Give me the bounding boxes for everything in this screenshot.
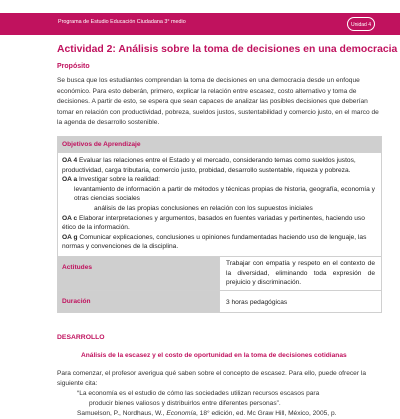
objective-text: Evaluar las relaciones entre el Estado y el mercado, considerando temas como sueldos justos, productividad, carga tributaria, comercio justo, probidad, desarrollo sustentable, riqueza y pobreza. xyxy=(62,156,356,174)
objectives-table xyxy=(57,136,382,313)
development-subheading: Análisis de la escasez y el costo de oportunidad en la toma de decisiones cotidianas xyxy=(81,351,347,359)
objective-text: Elaborar interpretaciones y argumentos, basados en fuentes variadas y pertinentes, haciendo uso ético de la información. xyxy=(62,214,365,232)
attitudes-label: Actitudes xyxy=(58,256,220,290)
quote-line: “La economía es el estudio de cómo las sociedades utilizan recursos escasos para xyxy=(77,389,320,397)
purpose-text: Se busca que los estudiantes comprendan la toma de decisiones en una democracia desde un enfoque económico. Para esto deberán, primero, explicar la relación entre escasez, costo alternativo y toma de decisiones. A partir de esto, se espera que sean capaces de analizar las posibles decisiones que deberían tomar en relación con productividad, pobreza, sueldos justos, sustentabilidad y comercio justo, en el marco de la agenda de desarrollo sostenible. xyxy=(57,77,379,127)
purpose-heading: Propósito xyxy=(57,63,90,70)
objective-text: Comunicar explicaciones, conclusiones u opiniones fundamentadas haciendo uso de lenguaje, las normas y convenciones de la disciplina. xyxy=(62,233,367,251)
duration-label: Duración xyxy=(58,290,220,312)
quote-line: producir bienes valiosos y distribuirlos entre diferentes personas”. xyxy=(89,399,281,407)
citation-title: Economía xyxy=(166,409,197,417)
objective-subitem: levantamiento de información a partir de métodos y técnicas propias de historia, geografía, economía y otras ciencias sociales xyxy=(74,185,375,203)
objective-oa4 xyxy=(62,156,377,175)
objective-code: OA c xyxy=(62,214,78,222)
development-heading: DESARROLLO xyxy=(57,333,105,341)
unit-badge: Unidad 4 xyxy=(347,17,375,31)
objective-code: OA g xyxy=(62,233,78,241)
citation-details: , 18° edición, ed. Mc Graw Hill, México, 2005, p. xyxy=(196,409,337,417)
objective-text: Investigar sobre la realidad: xyxy=(77,176,160,184)
header-bar xyxy=(0,13,400,35)
citation xyxy=(77,409,382,419)
citation-authors: Samuelson, P., Nordhaus, W., xyxy=(77,409,167,417)
objective-oaa xyxy=(62,175,377,185)
development-intro: Para comenzar, el profesor averigua qué saben sobre el concepto de escasez. Para ello, puede ofrecer la siguiente cita: xyxy=(57,369,366,387)
program-title: Programa de Estudio Educación Ciudadana 3° medio xyxy=(58,19,186,25)
objective-oac xyxy=(62,214,377,233)
duration-text: 3 horas pedagógicas xyxy=(220,290,382,312)
objective-oag xyxy=(62,233,377,252)
objective-code: OA a xyxy=(62,176,78,184)
attitudes-text: Trabajar con empatía y respeto en el contexto de la diversidad, eliminando toda expresión de prejuicio y discriminación. xyxy=(220,256,382,290)
activity-title: Actividad 2: Análisis sobre la toma de decisiones en una democracia xyxy=(57,44,398,55)
document-content xyxy=(57,44,398,419)
objectives-body xyxy=(58,152,382,256)
objectives-heading: Objetivos de Aprendizaje xyxy=(58,136,382,152)
objective-subitem: análisis de las propias conclusiones en relación con los supuestos iniciales xyxy=(94,204,313,212)
objective-code: OA 4 xyxy=(62,156,78,164)
